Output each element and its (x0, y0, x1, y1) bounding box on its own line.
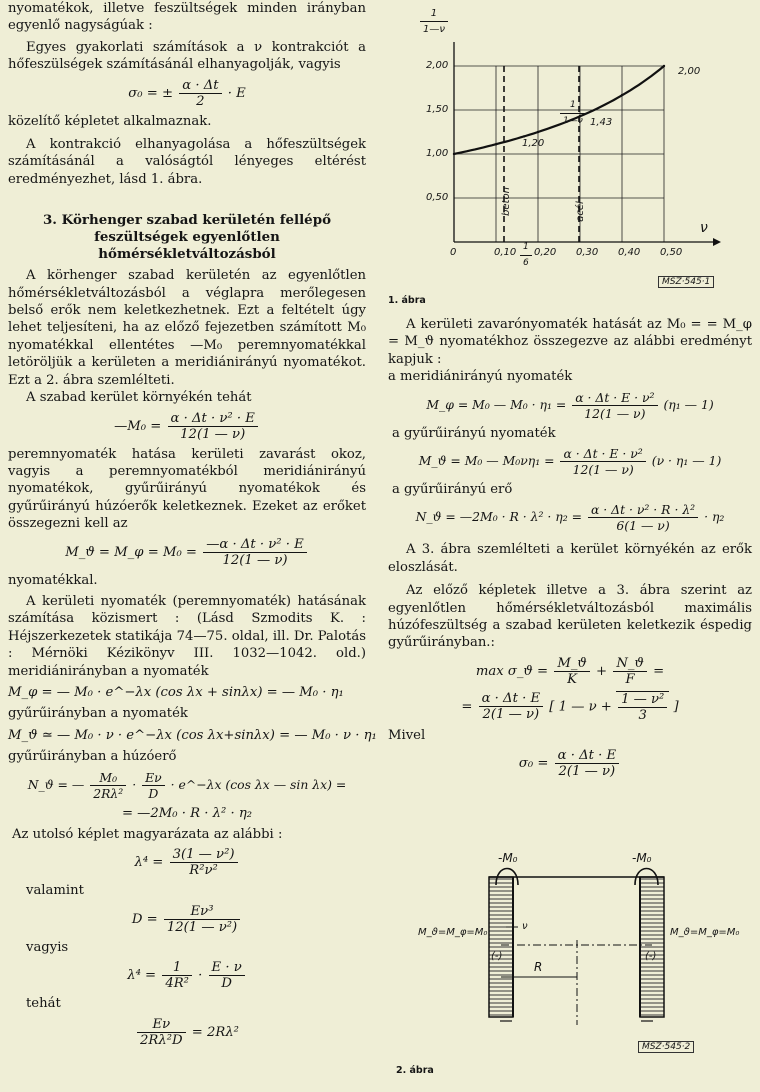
y-tick-label: 1,00 (426, 148, 449, 159)
bracket-close: ] (673, 699, 679, 715)
equation (8, 78, 366, 109)
fraction (170, 847, 238, 878)
acel-label: acél (574, 201, 586, 222)
x-tick-label: 0,30 (576, 247, 599, 258)
denominator: D (221, 976, 232, 992)
denominator: R²ν² (189, 863, 218, 879)
denominator: 2Rλ²D (140, 1032, 183, 1048)
denominator: 1—ν (423, 24, 445, 35)
eq-rhs: · η₂ (704, 509, 725, 525)
paragraph: Mivel (388, 727, 426, 743)
x-tick-label: 0 (450, 247, 457, 258)
fig1-stamp: MSZ·545·1 (658, 276, 714, 288)
eq-rhs: · e^−λx (cos λx — sin λx) = (170, 776, 347, 792)
bracket-open: [ 1 — ν + (549, 699, 612, 715)
numerator: —α · Δt · ν² · E (203, 537, 307, 553)
eq-lhs: σ₀ = ± (128, 85, 174, 101)
eq-lhs: M_ϑ = M_φ = M₀ = (65, 544, 197, 560)
paragraph: nyomatékkal. (8, 572, 98, 588)
paragraph: Egyes gyakorlati számítások a ν kontrakciót a hőfeszülségek számításánál elhanyagolják, vagyis (8, 39, 366, 73)
fraction (555, 748, 620, 779)
eq-lhs: λ⁴ = (134, 855, 164, 871)
numerator: 1 (520, 240, 532, 256)
paragraph: vagyis (26, 939, 69, 955)
paragraph: tehát (26, 996, 61, 1012)
equation (388, 446, 752, 477)
value-label: 1,43 (590, 117, 613, 128)
denominator: 12(1 — ν) (180, 426, 246, 442)
denominator: F (625, 671, 635, 687)
numerator: α · Δt · E · ν² (560, 446, 645, 462)
denominator: 12(1 — ν) (572, 462, 634, 478)
fig2-caption: 2. ábra (396, 1065, 434, 1076)
eq-rhs: = (653, 663, 665, 679)
paragraph: gyűrűirányban a nyomaték (8, 706, 188, 722)
figure-2 (388, 845, 760, 1092)
numerator: α · Δt · ν² · R · λ² (588, 502, 698, 518)
fraction (142, 770, 165, 801)
eq-lhs: M_φ = M₀ — M₀ · η₁ = (426, 396, 567, 412)
numerator: 1 (420, 6, 448, 22)
fig2-stamp: MSZ·545·2 (638, 1041, 694, 1053)
paragraph: A kontrakció elhanyagolása a hőfeszültségek számításánál a valóságtól lényeges eltérést eredményezhet, lásd 1. ábra. (8, 137, 366, 187)
m0-left-label: -M₀ (498, 851, 518, 865)
paragraph: A szabad kerület környékén tehát (26, 390, 252, 406)
x-tick-label: 0,50 (660, 247, 683, 258)
paragraph: a gyűrűirányú erő (392, 482, 513, 498)
right-column (388, 316, 752, 783)
m0-right-label: -M₀ (632, 851, 652, 865)
equation (8, 1017, 366, 1048)
equation (388, 502, 752, 533)
moment-eq-left: M_ϑ=M_φ=M₀ (418, 927, 488, 938)
paragraph: Az utolsó képlet magyarázata az alábbi : (12, 827, 283, 842)
value-label: 2,00 (678, 66, 701, 77)
eq-lhs: M_ϑ = M₀ — M₀νη₁ = (418, 453, 555, 469)
eq-lhs: max σ_ϑ = (475, 663, 549, 679)
numerator: α · Δt · E (555, 748, 620, 764)
fraction (588, 502, 698, 533)
paragraph: nyomatékok, illetve feszültségek minden irányban egyenlő nagyságúak : (8, 1, 366, 34)
y-tick-label: 0,50 (426, 192, 449, 203)
equation (8, 904, 366, 935)
numerator: 1 (162, 960, 192, 976)
paragraph: A körhenger szabad kerületén az egyenlőtlen hőmérsékletváltozásból a véglapra merőlegesen belső erők nem keletkezhetnek. Ezt a feltételt úgy lehet teljesíteni, ha az előző fejezetben számított M₀ nyomatékkal ellentétes —M₀ peremnyomatékkal letöröljük a kerületen a meridiánirányú nyomatékot. Ezt a 2. ábra szemlélteti. (8, 268, 366, 388)
fraction (479, 691, 544, 722)
numerator: Eν³ (164, 904, 240, 920)
denominator: K (567, 671, 577, 687)
denominator: 3 (638, 707, 647, 723)
eq-lhs: —M₀ = (114, 418, 162, 434)
fraction (179, 78, 221, 109)
x-tick-label: 0,40 (618, 247, 641, 258)
numerator: α · Δt · ν² · E (168, 411, 258, 427)
paragraph: peremnyomaték hatása kerületi zavarást okoz, vagyis a peremnyomatékból meridiánirányú nyomatékok, gyűrűirányú nyomatékok és gyűrűirányú húzóerők keletkeznek. Ezeket az erőket összegezni kell az (8, 446, 366, 532)
equation (8, 960, 366, 991)
nu-label: ν (522, 921, 528, 932)
paragraph: a meridiánirányú nyomaték (388, 369, 573, 385)
numerator: 1 — ν² (618, 692, 667, 708)
x-tick-label: 0,20 (534, 247, 557, 258)
numerator: N_ϑ (613, 656, 647, 672)
moment-eq-right: M_ϑ=M_φ=M₀ (670, 927, 740, 938)
denominator: 4R² (165, 976, 189, 992)
fraction (209, 960, 245, 991)
radius-label: R (534, 960, 543, 974)
x-tick-label: 0,10 (494, 247, 517, 258)
denominator: 12(1 — ν²) (166, 919, 238, 935)
equation (388, 691, 752, 723)
eq-operator: + (596, 663, 608, 679)
equation: M_ϑ ≃ — M₀ · ν · e^−λx (cos λx+sinλx) = — M₀ · ν · η₁ (8, 727, 377, 743)
denominator: 2(1 — ν) (482, 707, 540, 723)
eq-rhs: (ν · η₁ — 1) (651, 453, 722, 469)
paragraph: Az előző képletek illetve a 3. ábra szerint az egyenlőtlen hőmérsékletváltozásból maximális húzófeszültség a szabad kerületen keletkezik éspedig gyűrűirányban.: (388, 583, 752, 651)
numerator: 3(1 — ν²) (170, 847, 238, 863)
denominator: 2 (196, 93, 205, 109)
paragraph: közelítő képletet alkalmaznak. (8, 113, 212, 129)
fraction (613, 656, 647, 687)
y-tick-label: 1,50 (426, 104, 449, 115)
equation: = —2M₀ · R · λ² · η₂ (121, 805, 253, 821)
eq-lhs: λ⁴ = (127, 968, 157, 984)
eq-lhs: N_ϑ = — (27, 776, 85, 792)
left-column (8, 0, 377, 1052)
eq-rhs: · E (227, 85, 246, 101)
paragraph: gyűrűirányban a húzóerő (8, 749, 177, 765)
fraction (137, 1017, 186, 1048)
equation (8, 770, 366, 801)
fraction (572, 390, 657, 421)
numerator: α · Δt · E (479, 691, 544, 707)
numerator: 1 (560, 98, 586, 114)
eq-lhs: D = (131, 911, 158, 927)
sign-right: (-) (645, 951, 657, 962)
eq-lhs: = (461, 699, 473, 715)
eq-operator: · (198, 968, 203, 984)
curve-label (558, 98, 588, 129)
numerator: M₀ (90, 770, 126, 786)
denominator: 12(1 — ν) (222, 552, 288, 568)
y-tick-label: 2,00 (426, 60, 449, 71)
equation (8, 537, 366, 568)
denominator: 12(1 — ν) (584, 405, 646, 421)
eq-rhs: (η₁ — 1) (663, 396, 714, 412)
fraction (560, 446, 645, 477)
numerator: Eν (137, 1017, 186, 1033)
fraction (168, 411, 258, 442)
left-wall (489, 877, 513, 1017)
eq-lhs: N_ϑ = —2M₀ · R · λ² · η₂ = (415, 509, 582, 525)
square-root (616, 691, 669, 723)
equation (388, 656, 752, 687)
eq-operator: · (132, 776, 137, 792)
denominator: 6(1 — ν) (616, 518, 670, 534)
equation (388, 390, 752, 421)
sign-left: (-) (491, 951, 503, 962)
fig1-grid (453, 65, 665, 242)
beton-label: beton (500, 187, 512, 216)
fraction (203, 537, 307, 568)
value-label: 1,20 (522, 138, 545, 149)
denominator: 1—ν (563, 116, 583, 126)
denominator: 2Rλ² (93, 785, 124, 801)
fig1-xlabel: ν (700, 220, 708, 236)
paragraph: valamint (26, 883, 84, 899)
fraction (554, 656, 590, 687)
fraction (618, 692, 667, 723)
figure-1 (388, 0, 760, 310)
numerator: α · Δt · E · ν² (572, 390, 657, 406)
equation (8, 411, 366, 442)
fig1-ylabel (418, 6, 450, 37)
fig2-drawing (388, 845, 760, 1092)
numerator: M_ϑ (554, 656, 590, 672)
fraction (164, 904, 240, 935)
paragraph: A kerületi nyomaték (peremnyomaték) hatásának számítása közismert : (Lásd Szmodits K. : Héjszerkezetek statikája 74—75. oldal, ill. Dr. Palotás : Mérnöki Kézikönyv III. 1032—1042. old.) meridiánirányban a nyomaték (8, 593, 366, 679)
numerator: E · ν (209, 960, 245, 976)
fig1-caption: 1. ábra (388, 295, 426, 306)
denominator: 2(1 — ν) (558, 764, 616, 780)
equation (8, 847, 366, 878)
paragraph: A kerületi zavarónyomaték hatását az M₀ = = M_φ = M_ϑ nyomatékhoz összegezve az alábbi eredményt kapjuk : (388, 317, 752, 367)
eq-lhs: σ₀ = (518, 756, 549, 772)
paragraph: a gyűrűirányú nyomaték (392, 425, 556, 441)
fraction (90, 770, 126, 801)
denominator: D (148, 785, 159, 801)
equation: M_φ = — M₀ · e^−λx (cos λx + sinλx) = — M₀ · η₁ (8, 684, 344, 700)
eq-rhs: = 2Rλ² (191, 1024, 239, 1040)
fraction (162, 960, 192, 991)
section-heading: 3. Körhenger szabad kerületén fellépő feszültségek egyenlőtlen hőmérsékletváltozásból (42, 212, 331, 263)
x-arrow-head (713, 238, 721, 246)
x-tick-sixth (518, 240, 534, 271)
equation (388, 748, 752, 779)
paragraph: A 3. ábra szemlélteti a kerület környékén az erők eloszlását. (388, 542, 752, 575)
denominator: 6 (523, 258, 529, 268)
numerator: Eν (142, 770, 165, 786)
right-wall (640, 877, 664, 1017)
numerator: α · Δt (179, 78, 221, 94)
